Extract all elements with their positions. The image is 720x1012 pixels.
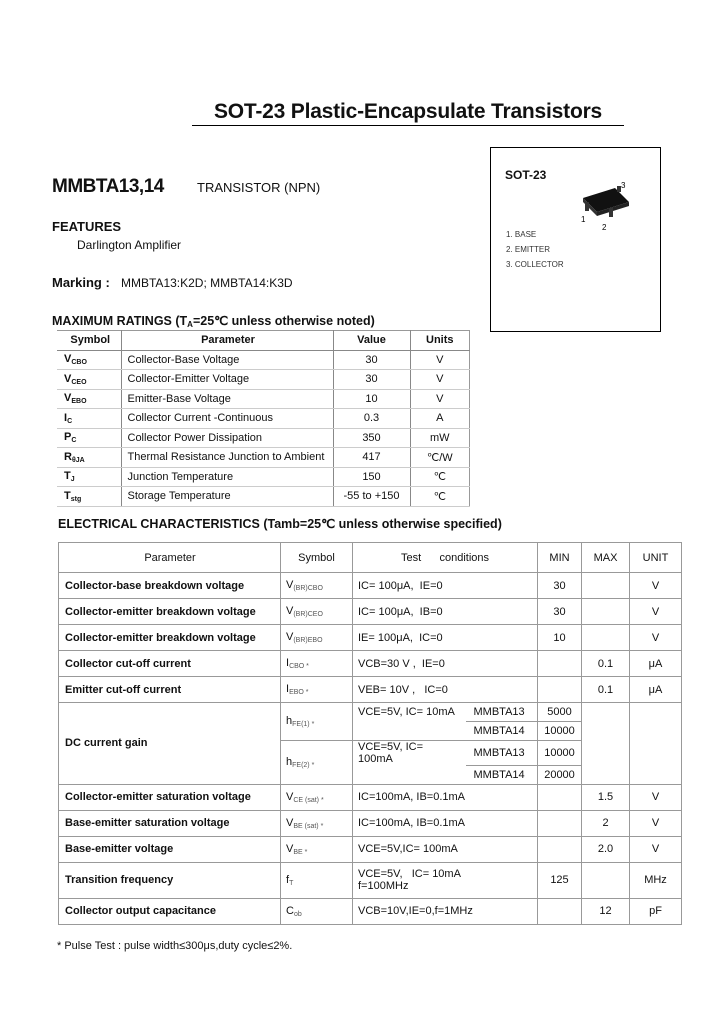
unit-cell: μA bbox=[630, 677, 682, 703]
table-row bbox=[57, 448, 470, 468]
condition-cell bbox=[353, 862, 538, 898]
symbol-cell bbox=[281, 898, 353, 924]
symbol-cell bbox=[57, 370, 121, 390]
parameter-cell: Transition frequency bbox=[59, 862, 281, 898]
table-row bbox=[59, 703, 682, 722]
value-cell: 30 bbox=[333, 350, 410, 370]
min-cell bbox=[538, 784, 582, 810]
table-row bbox=[57, 467, 470, 487]
symbol: R bbox=[64, 450, 72, 463]
unit-cell: ℃ bbox=[410, 467, 470, 487]
symbol-cell bbox=[57, 350, 121, 370]
symbol: V bbox=[64, 353, 72, 366]
symbol-sub: (BR)EBO bbox=[293, 637, 323, 644]
max-ratings-table bbox=[57, 330, 470, 507]
table-row bbox=[59, 784, 682, 810]
value-cell: 30 bbox=[333, 370, 410, 390]
symbol-sub: ob bbox=[293, 910, 302, 918]
col-header: Parameter bbox=[121, 331, 333, 351]
symbol-cell bbox=[281, 741, 353, 785]
symbol-sub: EBO bbox=[71, 398, 87, 406]
part-cell: MMBTA13 bbox=[466, 703, 538, 722]
min-cell: 125 bbox=[538, 862, 582, 898]
symbol-sub: EBO * bbox=[289, 689, 309, 696]
condition-cell: IC= 100μA, IE=0 bbox=[353, 573, 538, 599]
symbol-cell bbox=[57, 467, 121, 487]
max-cell: 2 bbox=[582, 810, 630, 836]
symbol-cell bbox=[57, 389, 121, 409]
package-name: SOT-23 bbox=[505, 168, 547, 182]
parameter-cell: Collector Power Dissipation bbox=[121, 428, 333, 448]
symbol-sub: C bbox=[71, 437, 77, 445]
marking-value: MMBTA13:K2D; MMBTA14:K3D bbox=[121, 276, 293, 290]
parameter-cell: Base-emitter voltage bbox=[59, 836, 281, 862]
symbol-cell bbox=[281, 573, 353, 599]
symbol: I bbox=[286, 683, 290, 695]
condition-cell: VCE=5V, IC= 100mA bbox=[353, 741, 466, 766]
features-text: Darlington Amplifier bbox=[77, 238, 182, 252]
parameter-cell: Thermal Resistance Junction to Ambient bbox=[121, 448, 333, 468]
symbol: V bbox=[286, 790, 294, 803]
condition-line: VCE=5V, IC= 10mA bbox=[358, 868, 461, 880]
parameter-cell: Storage Temperature bbox=[121, 487, 333, 507]
features-heading: FEATURES bbox=[52, 219, 122, 234]
pin-number-3: 3 bbox=[621, 181, 626, 190]
symbol-sub: FE(2) * bbox=[292, 761, 315, 769]
parameter-cell: Collector-base breakdown voltage bbox=[59, 573, 281, 599]
symbol-cell bbox=[57, 428, 121, 448]
parameter-cell: Collector-emitter saturation voltage bbox=[59, 784, 281, 810]
table-row bbox=[59, 862, 682, 898]
symbol-cell bbox=[281, 651, 353, 677]
pin-label-collector: 3. COLLECTOR bbox=[506, 260, 564, 269]
table-row bbox=[59, 677, 682, 703]
symbol-cell bbox=[281, 784, 353, 810]
col-header: Parameter bbox=[59, 543, 281, 573]
parameter-cell: Collector cut-off current bbox=[59, 651, 281, 677]
value-cell: 150 bbox=[333, 467, 410, 487]
value-cell: 10 bbox=[333, 389, 410, 409]
symbol: I bbox=[286, 657, 290, 669]
unit-cell: V bbox=[410, 370, 470, 390]
pin-label-emitter: 2. EMITTER bbox=[506, 245, 551, 254]
symbol: f bbox=[286, 873, 290, 886]
max-cell: 1.5 bbox=[582, 784, 630, 810]
symbol-sub: CEO bbox=[71, 378, 87, 386]
parameter-cell: Collector-emitter breakdown voltage bbox=[59, 599, 281, 625]
unit-cell: V bbox=[630, 784, 682, 810]
symbol-sub: CBO bbox=[71, 359, 87, 367]
electrical-heading: ELECTRICAL CHARACTERISTICS (Tamb=25℃ unless otherwise specified) bbox=[58, 517, 502, 531]
symbol-cell bbox=[281, 677, 353, 703]
max-cell: 2.0 bbox=[582, 836, 630, 862]
min-cell bbox=[538, 898, 582, 924]
max-cell bbox=[582, 625, 630, 651]
symbol-sub: BE (sat) * bbox=[293, 822, 324, 830]
unit-cell: V bbox=[410, 350, 470, 370]
unit-cell: A bbox=[410, 409, 470, 429]
symbol-cell bbox=[281, 625, 353, 651]
table-row bbox=[57, 487, 470, 507]
symbol-sub: C bbox=[67, 417, 73, 425]
symbol-sub: CBO * bbox=[289, 663, 309, 670]
symbol: V bbox=[286, 579, 294, 591]
max-cell: 0.1 bbox=[582, 651, 630, 677]
value-cell: -55 to +150 bbox=[333, 487, 410, 507]
table-row bbox=[59, 898, 682, 924]
table-row bbox=[57, 409, 470, 429]
max-cell bbox=[582, 703, 630, 785]
table-row bbox=[59, 625, 682, 651]
condition-cell: IC= 100μA, IB=0 bbox=[353, 599, 538, 625]
package-box bbox=[490, 147, 661, 332]
parameter-cell: Collector-emitter breakdown voltage bbox=[59, 625, 281, 651]
symbol: T bbox=[64, 489, 71, 502]
min-cell: 10 bbox=[538, 625, 582, 651]
symbol-sub: CE (sat) * bbox=[293, 796, 324, 804]
condition-cell: VEB= 10V , IC=0 bbox=[353, 677, 538, 703]
condition-cell: VCB=30 V , IE=0 bbox=[353, 651, 538, 677]
unit-cell: V bbox=[630, 573, 682, 599]
max-cell bbox=[582, 862, 630, 898]
unit-cell: ℃ bbox=[410, 487, 470, 507]
table-row bbox=[59, 836, 682, 862]
condition-cell: VCB=10V,IE=0,f=1MHz bbox=[353, 898, 538, 924]
value-cell: 0.3 bbox=[333, 409, 410, 429]
symbol-sub: (BR)CEO bbox=[293, 611, 323, 618]
pin-number-2: 2 bbox=[602, 223, 607, 230]
parameter-cell: Collector output capacitance bbox=[59, 898, 281, 924]
part-number: MMBTA13,14 bbox=[52, 176, 164, 197]
symbol-sub: FE(1) * bbox=[292, 721, 315, 728]
unit-cell: MHz bbox=[630, 862, 682, 898]
sot23-package-icon bbox=[571, 178, 641, 230]
symbol: h bbox=[286, 715, 293, 727]
col-header: Value bbox=[333, 331, 410, 351]
condition-line: f=100MHz bbox=[358, 880, 409, 892]
unit-cell: V bbox=[630, 836, 682, 862]
value-cell: 417 bbox=[333, 448, 410, 468]
max-cell bbox=[582, 599, 630, 625]
table-row bbox=[57, 350, 470, 370]
min-cell bbox=[538, 810, 582, 836]
max-ratings-heading: MAXIMUM RATINGS ($T_A=25℃$ unless otherwise noted) bbox=[52, 314, 375, 329]
table-row bbox=[59, 810, 682, 836]
symbol: P bbox=[64, 431, 72, 444]
condition-cell: IC=100mA, IB=0.1mA bbox=[353, 810, 538, 836]
min-cell: 5000 bbox=[538, 703, 582, 722]
condition-cell: IC=100mA, IB=0.1mA bbox=[353, 784, 538, 810]
parameter-cell: Collector Current -Continuous bbox=[121, 409, 333, 429]
min-cell bbox=[538, 677, 582, 703]
symbol: h bbox=[286, 755, 293, 768]
marking-label: Marking : bbox=[52, 275, 110, 290]
symbol-sub: stg bbox=[70, 495, 82, 503]
symbol-sub: T bbox=[289, 879, 294, 887]
page-title: SOT-23 Plastic-Encapsulate Transistors bbox=[192, 100, 624, 126]
parameter-cell: DC current gain bbox=[59, 703, 281, 785]
col-header: Symbol bbox=[57, 331, 121, 351]
symbol-cell bbox=[281, 862, 353, 898]
unit-cell bbox=[630, 703, 682, 785]
symbol-cell bbox=[281, 703, 353, 741]
value-cell: 350 bbox=[333, 428, 410, 448]
min-cell: 20000 bbox=[538, 765, 582, 784]
min-cell bbox=[538, 651, 582, 677]
condition-cell-empty bbox=[353, 765, 466, 784]
min-cell: 30 bbox=[538, 573, 582, 599]
condition-cell: IE= 100μA, IC=0 bbox=[353, 625, 538, 651]
symbol-sub: J bbox=[70, 476, 75, 484]
part-cell: MMBTA14 bbox=[466, 722, 538, 741]
condition-cell: VCE=5V, IC= 10mA bbox=[353, 703, 466, 722]
min-cell: 10000 bbox=[538, 741, 582, 766]
symbol-cell bbox=[57, 409, 121, 429]
symbol-sub: (BR)CBO bbox=[293, 585, 323, 592]
col-header: UNIT bbox=[630, 543, 682, 573]
max-cell bbox=[582, 573, 630, 599]
symbol: I bbox=[64, 411, 68, 424]
table-row bbox=[59, 573, 682, 599]
pin-number-1: 1 bbox=[581, 215, 586, 224]
symbol: V bbox=[286, 842, 294, 855]
condition-cell: VCE=5V,IC= 100mA bbox=[353, 836, 538, 862]
symbol: V bbox=[64, 372, 72, 385]
table-row bbox=[59, 599, 682, 625]
parameter-cell: Emitter cut-off current bbox=[59, 677, 281, 703]
electrical-table bbox=[58, 542, 682, 925]
table-row bbox=[57, 389, 470, 409]
parameter-cell: Junction Temperature bbox=[121, 467, 333, 487]
min-cell: 10000 bbox=[538, 722, 582, 741]
symbol-sub: BE * bbox=[293, 848, 308, 856]
parameter-cell: Collector-Emitter Voltage bbox=[121, 370, 333, 390]
unit-cell: μA bbox=[630, 651, 682, 677]
symbol-cell bbox=[281, 836, 353, 862]
symbol-cell bbox=[281, 599, 353, 625]
table-row bbox=[59, 651, 682, 677]
pin-label-base: 1. BASE bbox=[506, 230, 537, 239]
footnote: * Pulse Test : pulse width≤300μs,duty cycle≤2%. bbox=[57, 940, 293, 952]
symbol-sub: θJA bbox=[71, 456, 85, 464]
min-cell bbox=[538, 836, 582, 862]
symbol: V bbox=[286, 631, 294, 643]
condition-cell-empty bbox=[353, 722, 466, 741]
symbol: T bbox=[64, 470, 71, 483]
col-header: Units bbox=[410, 331, 470, 351]
unit-cell: pF bbox=[630, 898, 682, 924]
col-header: Symbol bbox=[281, 543, 353, 573]
symbol: C bbox=[286, 904, 294, 917]
table-row bbox=[57, 370, 470, 390]
unit-cell: V bbox=[410, 389, 470, 409]
unit-cell: V bbox=[630, 599, 682, 625]
col-header: Test conditions bbox=[353, 543, 538, 573]
parameter-cell: Collector-Base Voltage bbox=[121, 350, 333, 370]
max-cell: 0.1 bbox=[582, 677, 630, 703]
symbol: V bbox=[64, 392, 72, 405]
table-row bbox=[57, 428, 470, 448]
unit-cell: ℃/W bbox=[410, 448, 470, 468]
max-cell: 12 bbox=[582, 898, 630, 924]
unit-cell: V bbox=[630, 625, 682, 651]
min-cell: 30 bbox=[538, 599, 582, 625]
part-cell: MMBTA13 bbox=[466, 741, 538, 766]
symbol-cell bbox=[57, 448, 121, 468]
symbol-cell bbox=[281, 810, 353, 836]
symbol: V bbox=[286, 816, 294, 829]
symbol-cell bbox=[57, 487, 121, 507]
part-cell: MMBTA14 bbox=[466, 765, 538, 784]
parameter-cell: Base-emitter saturation voltage bbox=[59, 810, 281, 836]
part-type: TRANSISTOR (NPN) bbox=[197, 180, 321, 195]
unit-cell: mW bbox=[410, 428, 470, 448]
symbol: V bbox=[286, 605, 294, 617]
parameter-cell: Emitter-Base Voltage bbox=[121, 389, 333, 409]
unit-cell: V bbox=[630, 810, 682, 836]
col-header: MAX bbox=[582, 543, 630, 573]
col-header: MIN bbox=[538, 543, 582, 573]
